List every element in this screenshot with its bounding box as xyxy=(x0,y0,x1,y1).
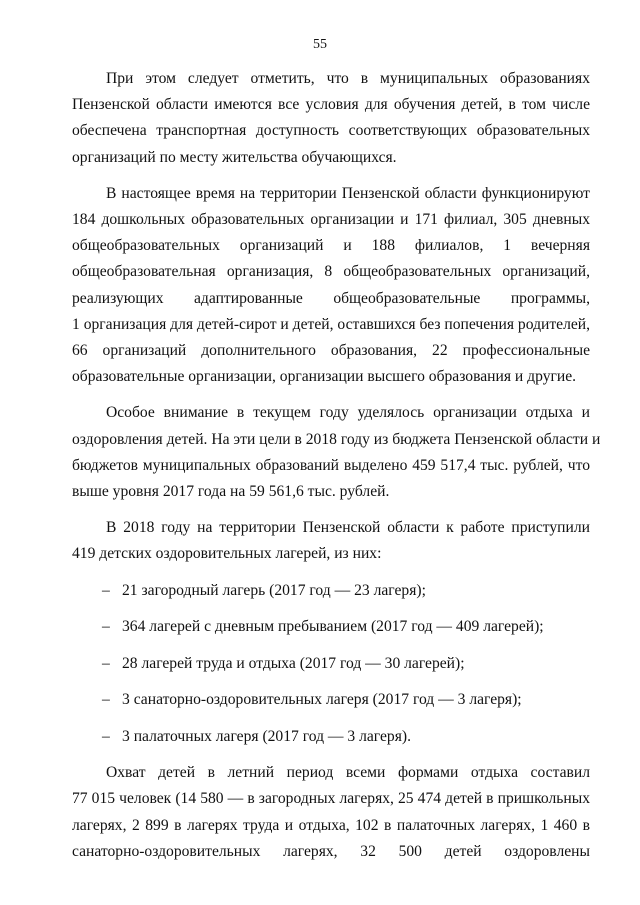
text-line: Особое внимание в текущем году уделялось организации отдыха и xyxy=(106,404,590,422)
text-line: В 2018 году на территории Пензенской области к работе приступили xyxy=(106,519,590,537)
text-line: Охват детей в летний период всеми формами отдыха составил xyxy=(106,764,590,782)
text-line: 66 организаций дополнительного образования, 22 профессиональные xyxy=(72,342,590,360)
paragraph-camps-intro xyxy=(72,515,590,567)
list-item xyxy=(72,614,590,640)
text-line: общеобразовательных организаций и 188 филиалов, 1 вечерняя xyxy=(72,237,590,255)
text-line: оздоровления детей. На эти цели в 2018 году из бюджета Пензенской области и xyxy=(72,430,601,448)
text-line: 184 дошкольных образовательных организации и 171 филиал, 305 дневных xyxy=(72,211,590,229)
text-line: 1 организация для детей-сирот и детей, оставшихся без попечения родителей, xyxy=(72,315,591,333)
list-item-text: 28 лагерей труда и отдыха (2017 год — 30 лагерей); xyxy=(122,654,465,672)
list-item-text: 3 санаторно-оздоровительных лагеря (2017 год — 3 лагеря); xyxy=(122,691,522,709)
text-line: В настоящее время на территории Пензенской области функционируют xyxy=(106,184,590,202)
page-number: 55 xyxy=(313,37,327,52)
list-dash: – xyxy=(102,618,110,636)
list-item-text: 3 палаточных лагеря (2017 год — 3 лагеря). xyxy=(122,727,411,745)
text-line: общеобразовательная организация, 8 общеобразовательных организаций, xyxy=(72,263,590,281)
text-line: бюджетов муниципальных образований выделено 459 517,4 тыс. рублей, что xyxy=(72,456,590,474)
text-line: Пензенской области имеются все условия для обучения детей, в том числе xyxy=(72,96,590,114)
list-item-text: 21 загородный лагерь (2017 год — 23 лагеря); xyxy=(122,581,426,599)
list-item xyxy=(72,687,590,713)
paragraph-municipal-conditions xyxy=(72,66,590,171)
text-line: При этом следует отметить, что в муниципальных образованиях xyxy=(106,70,590,87)
list-dash: – xyxy=(102,691,110,709)
text-line: 419 детских оздоровительных лагерей, из них: xyxy=(72,545,382,563)
paragraph-recreation-funding xyxy=(72,400,601,505)
list-dash: – xyxy=(102,727,110,745)
paragraph-coverage xyxy=(72,760,590,865)
text-line: образовательные организации, организации высшего образования и другие. xyxy=(72,368,577,386)
text-line: 77 015 человек (14 580 — в загородных лагерях, 25 474 детей в пришкольных xyxy=(72,790,590,808)
paragraph-organizations xyxy=(72,181,590,391)
text-line: лагерях, 2 899 в лагерях труда и отдыха, 102 в палаточных лагерях, 1 460 в xyxy=(72,816,590,834)
text-line: санаторно-оздоровительных лагерях, 32 500 детей оздоровлены xyxy=(72,842,590,860)
list-dash: – xyxy=(102,581,110,599)
text-line: реализующих адаптированные общеобразовательные программы, xyxy=(72,289,590,307)
list-item xyxy=(72,651,590,677)
text-line: организаций по месту жительства обучающихся. xyxy=(72,148,397,166)
list-dash: – xyxy=(102,654,110,672)
document-body xyxy=(72,66,601,875)
text-line: обеспечена транспортная доступность соответствующих образовательных xyxy=(72,122,590,140)
list-item xyxy=(72,724,590,750)
text-line: выше уровня 2017 года на 59 561,6 тыс. рублей. xyxy=(72,483,390,501)
camp-types-list xyxy=(72,578,590,750)
list-item xyxy=(72,578,590,604)
list-item-text: 364 лагерей с дневным пребыванием (2017 год — 409 лагерей); xyxy=(122,618,544,636)
